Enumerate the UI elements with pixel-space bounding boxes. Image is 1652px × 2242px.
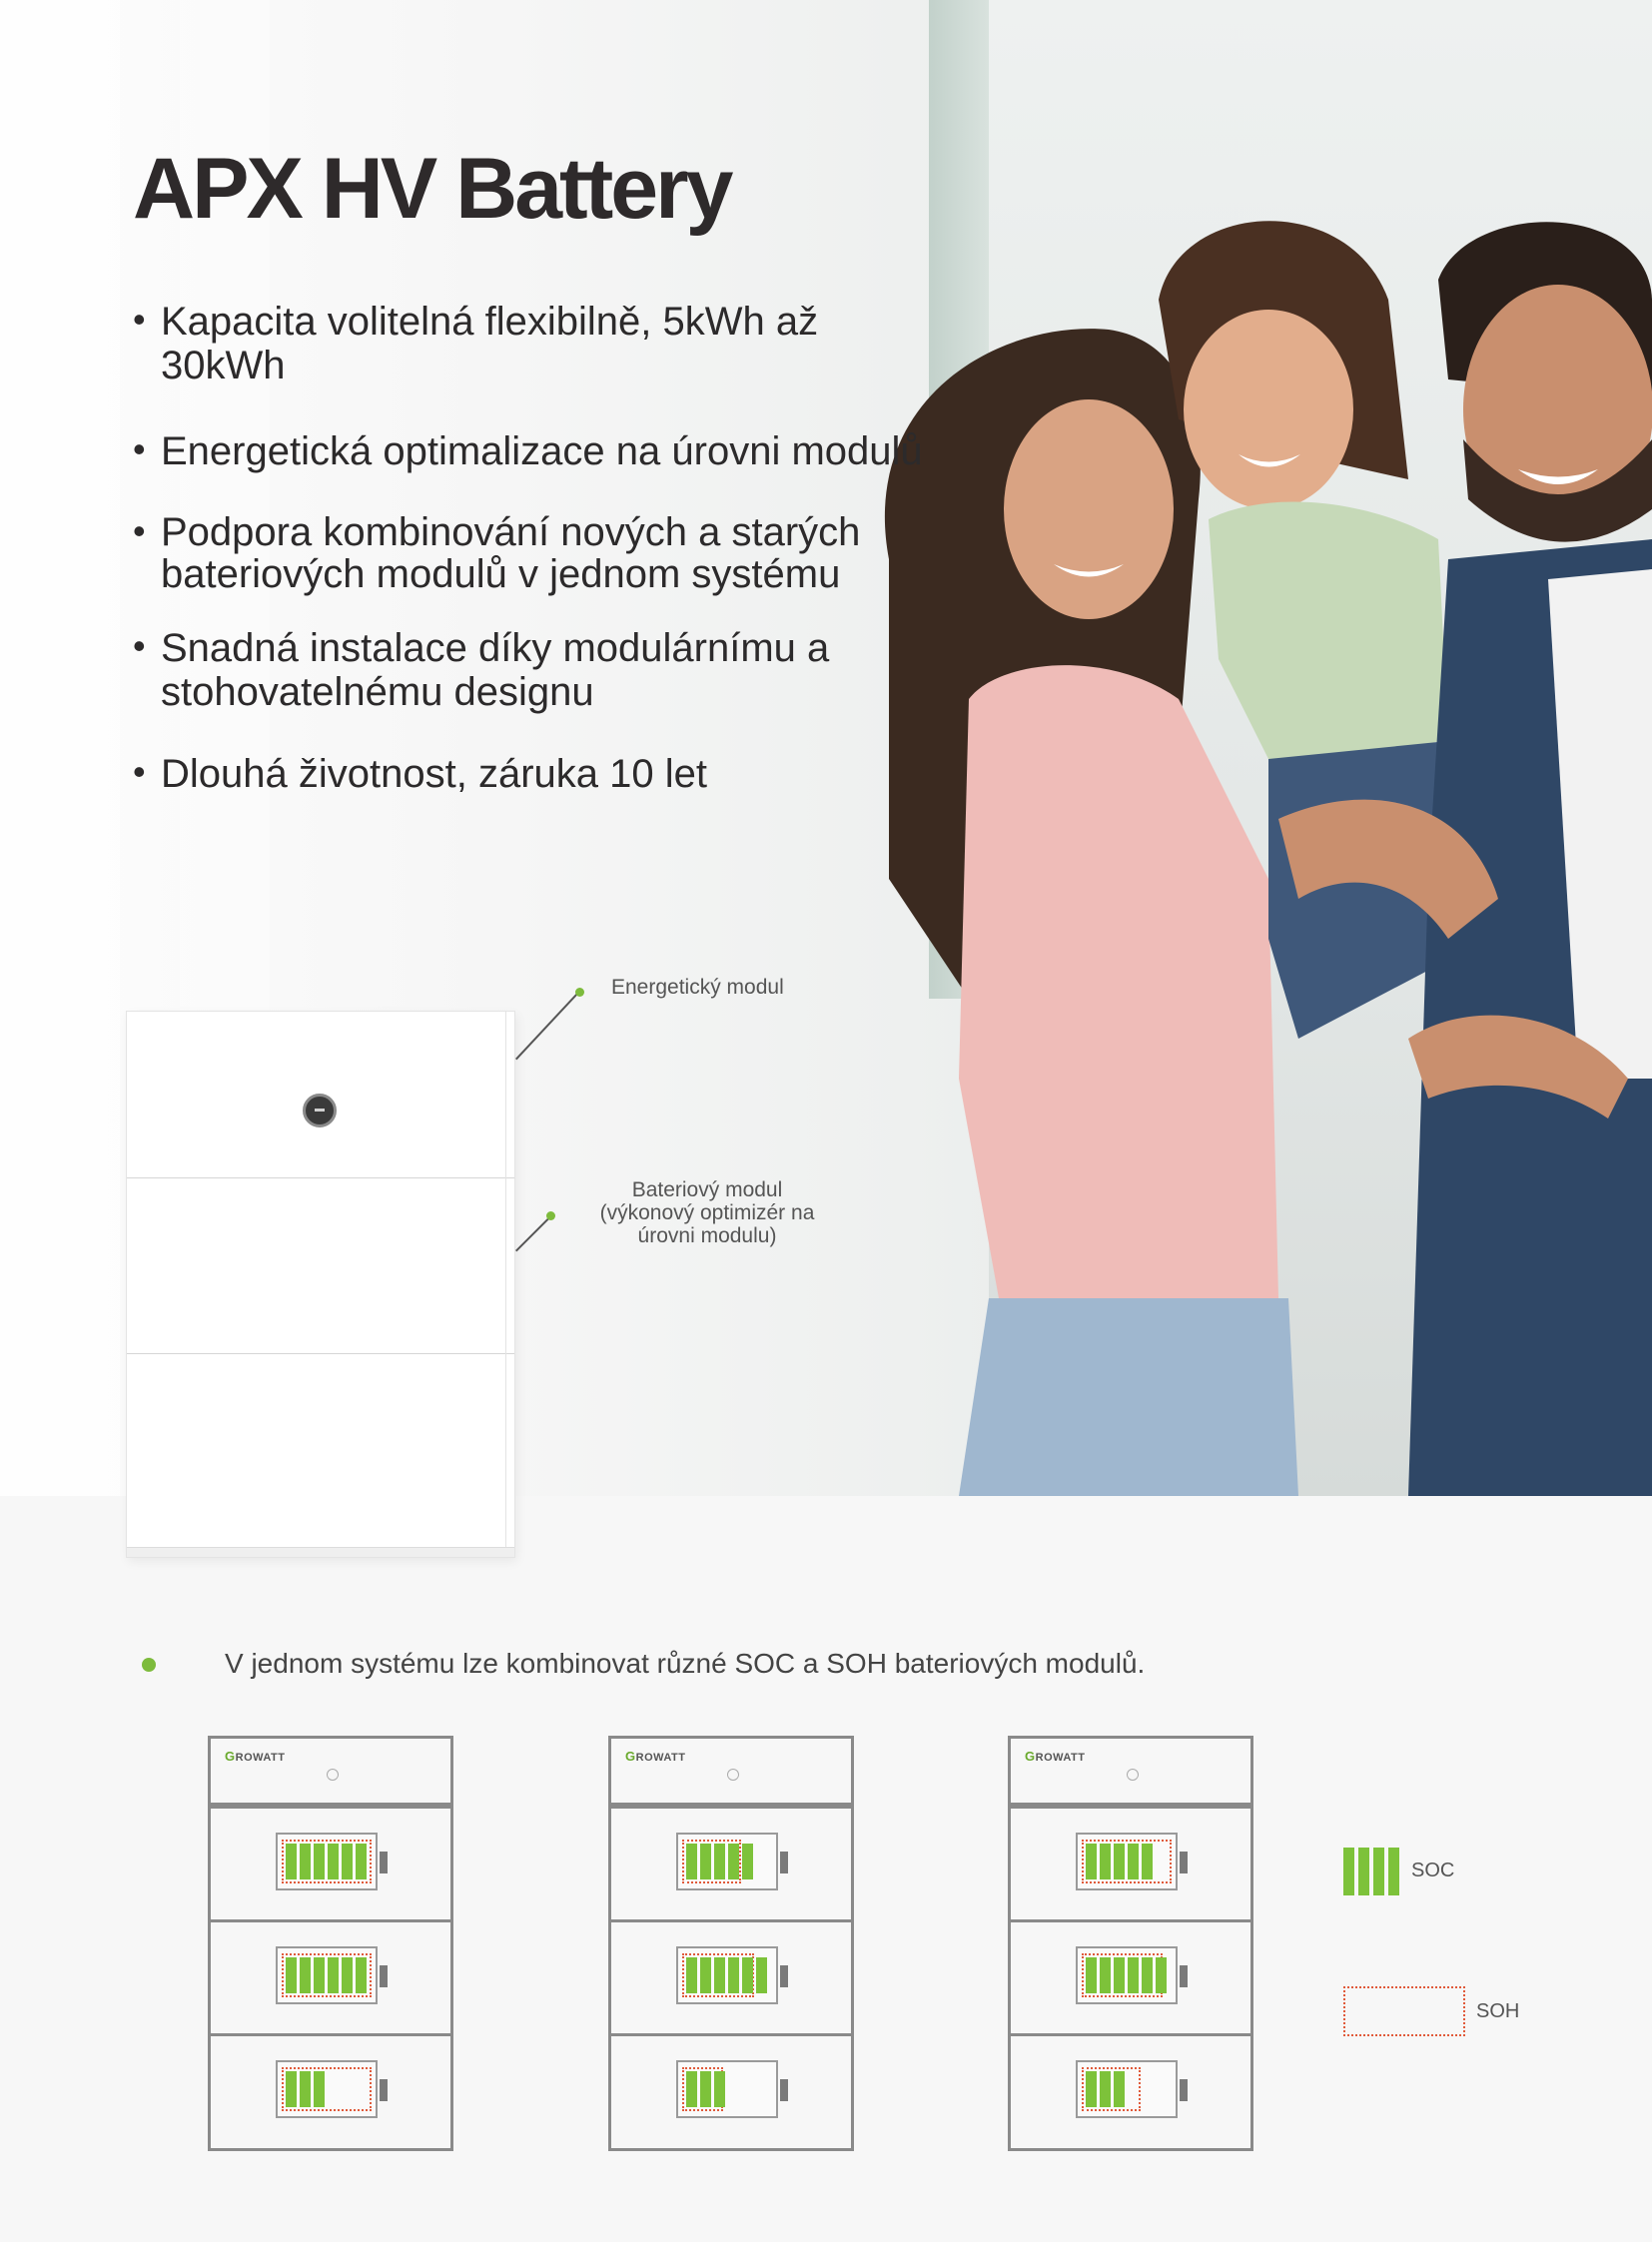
soc-bar	[1114, 2071, 1125, 2107]
battery-icon	[676, 1946, 778, 2004]
logo-initial: G	[1025, 1749, 1036, 1764]
feature-text: Podpora kombinování nových a starých bateriových modulů v jednom systému	[161, 510, 861, 596]
battery-module	[608, 1806, 854, 1923]
soc-bar	[300, 1844, 311, 1879]
girl-shirt	[1209, 502, 1448, 779]
soc-indicator	[686, 1844, 753, 1879]
soc-bar	[314, 2071, 325, 2107]
battery-module-label-line: Bateriový modul	[631, 1178, 783, 1201]
logo-initial: G	[625, 1749, 636, 1764]
feature-item	[133, 300, 932, 387]
battery-terminal	[780, 2079, 788, 2101]
energy-module	[608, 1736, 854, 1806]
battery-icon	[276, 2060, 378, 2118]
soc-bar	[714, 1844, 725, 1879]
woman-face	[1004, 399, 1174, 619]
battery-icon	[676, 2060, 778, 2118]
soc-bar	[700, 2071, 711, 2107]
energy-module	[208, 1736, 453, 1806]
module-divider	[127, 1353, 514, 1354]
power-icon	[327, 1769, 339, 1781]
battery-module	[208, 1806, 453, 1923]
battery-stack-1	[208, 1736, 453, 2147]
product-base	[127, 1547, 514, 1557]
soc-bar	[300, 1957, 311, 1993]
battery-stack-3	[1008, 1736, 1253, 2147]
soc-indicator	[1086, 1957, 1167, 1993]
soc-bar	[756, 1957, 767, 1993]
soc-bar	[1086, 1957, 1097, 1993]
soc-bar	[1086, 1844, 1097, 1879]
soc-bar	[314, 1844, 325, 1879]
soc-bar	[1114, 1957, 1125, 1993]
soc-indicator	[286, 1844, 367, 1879]
battery-terminal	[780, 1965, 788, 1987]
energy-module-label: Energetický modul	[611, 976, 784, 999]
soc-bar	[686, 1844, 697, 1879]
soc-bar	[686, 2071, 697, 2107]
energy-module	[1008, 1736, 1253, 1806]
battery-product-image	[126, 1011, 515, 1558]
soc-indicator	[286, 1957, 367, 1993]
soc-indicator	[686, 2071, 725, 2107]
soc-bar	[286, 2071, 297, 2107]
soc-bar	[742, 1844, 753, 1879]
soc-indicator	[686, 1957, 767, 1993]
page-title: APX HV Battery	[133, 141, 731, 237]
battery-terminal	[1180, 1852, 1188, 1873]
soc-bar	[342, 1957, 353, 1993]
feature-text: Kapacita volitelná flexibilně, 5kWh až 30kWh	[161, 300, 819, 387]
logo-initial: G	[225, 1749, 236, 1764]
soc-legend-bar	[1388, 1848, 1399, 1895]
growatt-logo	[1025, 1749, 1085, 1764]
feature-item	[133, 752, 932, 796]
soc-bar	[314, 1957, 325, 1993]
girl-face	[1184, 310, 1353, 509]
soc-indicator	[1086, 2071, 1125, 2107]
logo-text: ROWATT	[1035, 1752, 1086, 1764]
module-divider	[127, 1177, 514, 1178]
battery-terminal	[780, 1852, 788, 1873]
callout-dot	[575, 988, 584, 997]
growatt-logo	[625, 1749, 685, 1764]
family-photo	[849, 180, 1652, 1496]
battery-terminal	[380, 1965, 388, 1987]
soc-bar	[1114, 1844, 1125, 1879]
feature-text: Energetická optimalizace na úrovni modulů	[161, 429, 923, 473]
feature-text: Snadná instalace díky modulárnímu a stohovatelnému designu	[161, 626, 830, 714]
woman-jeans	[959, 1298, 1298, 1496]
soc-bar	[1156, 1957, 1167, 1993]
soc-bar	[728, 1957, 739, 1993]
battery-terminal	[1180, 2079, 1188, 2101]
product-edge	[505, 1012, 506, 1557]
soc-bar	[1142, 1844, 1153, 1879]
soc-legend-icon	[1343, 1848, 1399, 1895]
soc-bar	[300, 2071, 311, 2107]
soc-bar	[1142, 1957, 1153, 1993]
battery-terminal	[1180, 1965, 1188, 1987]
soc-legend-label: SOC	[1411, 1860, 1455, 1881]
power-icon	[727, 1769, 739, 1781]
battery-module	[608, 1919, 854, 2037]
battery-module	[208, 1919, 453, 2037]
soc-bar	[714, 1957, 725, 1993]
feature-list	[133, 300, 932, 796]
battery-stack-2	[608, 1736, 854, 2147]
soh-legend-icon	[1343, 1986, 1465, 2036]
soc-bar	[728, 1844, 739, 1879]
battery-module-label-line: (výkonový optimizér na	[599, 1201, 815, 1224]
soc-bar	[286, 1844, 297, 1879]
battery-module	[208, 2033, 453, 2151]
battery-icon	[1076, 2060, 1178, 2118]
soc-bar	[700, 1957, 711, 1993]
battery-icon	[1076, 1833, 1178, 1890]
feature-item	[133, 429, 932, 473]
feature-item	[133, 511, 932, 596]
battery-module-label	[577, 1178, 837, 1247]
soh-legend-label: SOH	[1476, 2000, 1520, 2022]
battery-icon	[276, 1946, 378, 2004]
feature-item	[133, 626, 932, 714]
battery-module	[1008, 1919, 1253, 2037]
soc-bar	[1100, 1844, 1111, 1879]
soc-legend-bar	[1343, 1848, 1354, 1895]
soc-bar	[686, 1957, 697, 1993]
soc-bar	[328, 1844, 339, 1879]
battery-module	[608, 2033, 854, 2151]
callout-dot	[546, 1211, 555, 1220]
growatt-logo	[225, 1749, 285, 1764]
combination-note: V jednom systému lze kombinovat různé SOC a SOH bateriových modulů.	[225, 1648, 1146, 1679]
battery-icon	[1076, 1946, 1178, 2004]
battery-icon	[276, 1833, 378, 1890]
soc-bar	[714, 2071, 725, 2107]
soc-bar	[1128, 1844, 1139, 1879]
battery-terminal	[380, 1852, 388, 1873]
soc-bar	[1128, 1957, 1139, 1993]
curtain	[0, 0, 120, 1496]
soc-bar	[1100, 1957, 1111, 1993]
logo-text: ROWATT	[635, 1752, 686, 1764]
soc-bar	[356, 1844, 367, 1879]
soc-bar	[356, 1957, 367, 1993]
battery-terminal	[380, 2079, 388, 2101]
power-button-icon	[303, 1094, 337, 1127]
woman-sweater	[959, 665, 1278, 1298]
logo-text: ROWATT	[235, 1752, 286, 1764]
note-bullet-icon	[142, 1658, 156, 1672]
battery-module-label-line: úrovni modulu)	[637, 1224, 777, 1247]
soc-legend-bar	[1358, 1848, 1369, 1895]
soc-bar	[286, 1957, 297, 1993]
soc-legend-bar	[1373, 1848, 1384, 1895]
power-icon	[1127, 1769, 1139, 1781]
soc-bar	[342, 1844, 353, 1879]
soc-bar	[700, 1844, 711, 1879]
soc-bar	[1100, 2071, 1111, 2107]
soc-bar	[1086, 2071, 1097, 2107]
feature-text: Dlouhá životnost, záruka 10 let	[161, 752, 707, 796]
soc-indicator	[1086, 1844, 1153, 1879]
soc-indicator	[286, 2071, 325, 2107]
battery-icon	[676, 1833, 778, 1890]
soc-bar	[742, 1957, 753, 1993]
battery-module	[1008, 2033, 1253, 2151]
soc-bar	[328, 1957, 339, 1993]
battery-module	[1008, 1806, 1253, 1923]
